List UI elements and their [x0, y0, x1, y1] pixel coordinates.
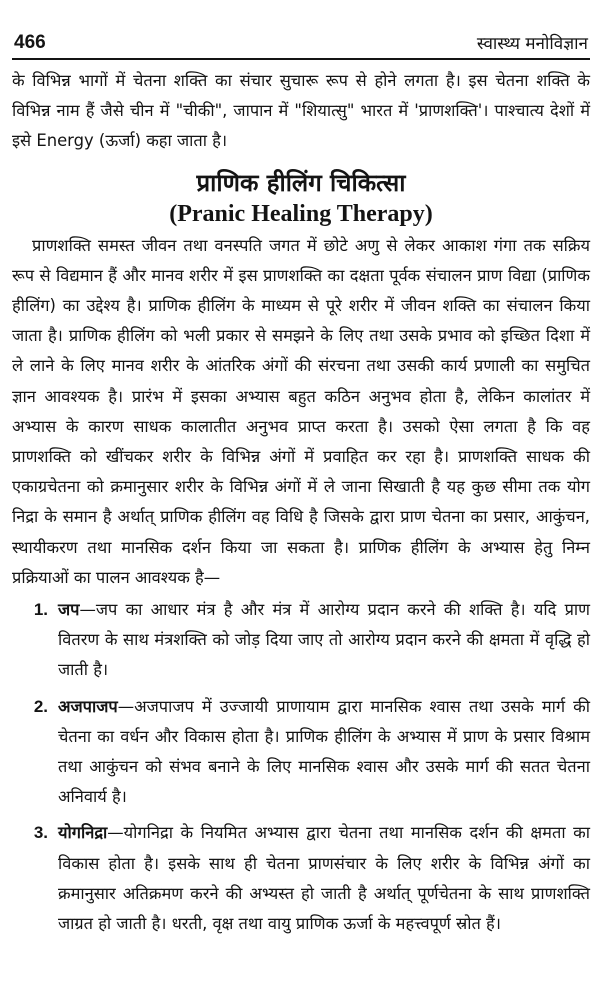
list-item-text: —योगनिद्रा के नियमित अभ्यास द्वारा चेतना तथा मानसिक दर्शन की क्षमता का विकास होता है। इसके साथ ही चेतना प्राणसंचार के लिए शरीर के विभिन्न अंगों का क्रमानुसार अतिक्रमण करने की अभ्यस्त हो जाती है अर्थात् पूर्णचेतना के साथ प्राणशक्ति जाग्रत हो जाती है। धरती, वृक्ष तथा वायु प्राणिक ऊर्जा के महत्त्वपूर्ण स्रोत हैं। — [58, 823, 590, 934]
list-item-text: —जप का आधार मंत्र है और मंत्र में आरोग्य प्रदान करने की शक्ति है। यदि प्राण वितरण के साथ मंत्रशक्ति को जोड़ दिया जाए तो आरोग्य प्रदान करने की क्षमता में वृद्धि हो जाती है। — [58, 600, 590, 680]
list-item — [12, 692, 590, 813]
list-item-number: 3. — [33, 823, 48, 843]
practice-list — [12, 595, 590, 939]
page-number: 466 — [14, 32, 46, 53]
list-item-number: 2. — [33, 696, 48, 716]
section-heading-hindi: प्राणिक हीलिंग चिकित्सा — [196, 168, 406, 197]
list-item-term: अजपाजप — [58, 696, 118, 716]
list-item — [12, 595, 590, 686]
section-body-paragraph: प्राणशक्ति समस्त जीवन तथा वनस्पति जगत में छोटे अणु से लेकर आकाश गंगा तक सक्रिय रूप से विद्यमान हैं और मानव शरीर में इस प्राणशक्ति का दक्षता पूर्वक संचालन प्राण विद्या (प्राणिक हीलिंग) का उद्देश्य है। प्राणिक हीलिंग के माध्यम से पूरे शरीर में जीवन शक्ति का संचालन किया जाता है। प्राणिक हीलिंग को भली प्रकार से समझने के लिए तथा उसके प्रभाव को इच्छित दिशा में ले लाने के लिए मानव शरीर के आंतरिक अंगों की संरचना तथा उसकी कार्य प्रणाली का समुचित ज्ञान आवश्यक है। प्रारंभ में इसका अभ्यास बहुत कठिन अनुभव होता है, लेकिन कालांतर में अभ्यास के कारण साधक कालातीत अनुभव प्राप्त करता है। उसको ऐसा लगता है कि वह प्राणशक्ति को खींचकर शरीर के विभिन्न अंगों में प्रवाहित कर रहा है। प्राणशक्ति साधक की एकाग्रचेतना को क्रमानुसार शरीर के विभिन्न अंगों में ले जाना सिखाती है यह कुछ सीमा तक योग निद्रा के समान है अर्थात् प्राणिक हीलिंग वह विधि है जिसके द्वारा प्राण चेतना का प्रसार, आकुंचन, स्थायीकरण तथा मानसिक दर्शन किया जा सकता है। प्राणिक हीलिंग के अभ्यास हेतु निम्न प्रक्रियाओं का पालन आवश्यक है— — [12, 235, 590, 587]
list-item-text: —अजपाजप में उज्जायी प्राणायाम द्वारा मानसिक श्वास तथा उसके मार्ग की चेतना का वर्धन और विकास होता है। प्राणिक हीलिंग के अभ्यास में प्राण के प्रसार विश्राम तथा आकुंचन को संभव बनाने के लिए मानसिक श्वास और उसके मार्ग की सतत चेतना अनिवार्य है। — [58, 696, 590, 807]
list-item-number: 1. — [33, 600, 48, 620]
section-heading-english: (Pranic Healing Therapy) — [169, 200, 433, 227]
list-item-term: जप — [58, 600, 80, 620]
intro-paragraph: के विभिन्न भागों में चेतना शक्ति का संचार सुचारू रूप से होने लगता है। इस चेतना शक्ति के विभिन्न नाम हैं जैसे चीन में "चीकी", जापान में "शियात्सु" भारत में 'प्राणशक्ति'। पाश्चात्य देशों में इसे Energy (ऊर्जा) कहा जाता है। — [12, 71, 590, 151]
running-title: स्वास्थ्य मनोविज्ञान — [476, 34, 588, 54]
list-item-body — [58, 595, 590, 686]
page-header — [12, 0, 590, 60]
list-item-body — [58, 818, 590, 939]
list-item-body — [58, 692, 590, 813]
list-item-term: योगनिद्रा — [58, 823, 108, 843]
list-item — [12, 818, 590, 939]
